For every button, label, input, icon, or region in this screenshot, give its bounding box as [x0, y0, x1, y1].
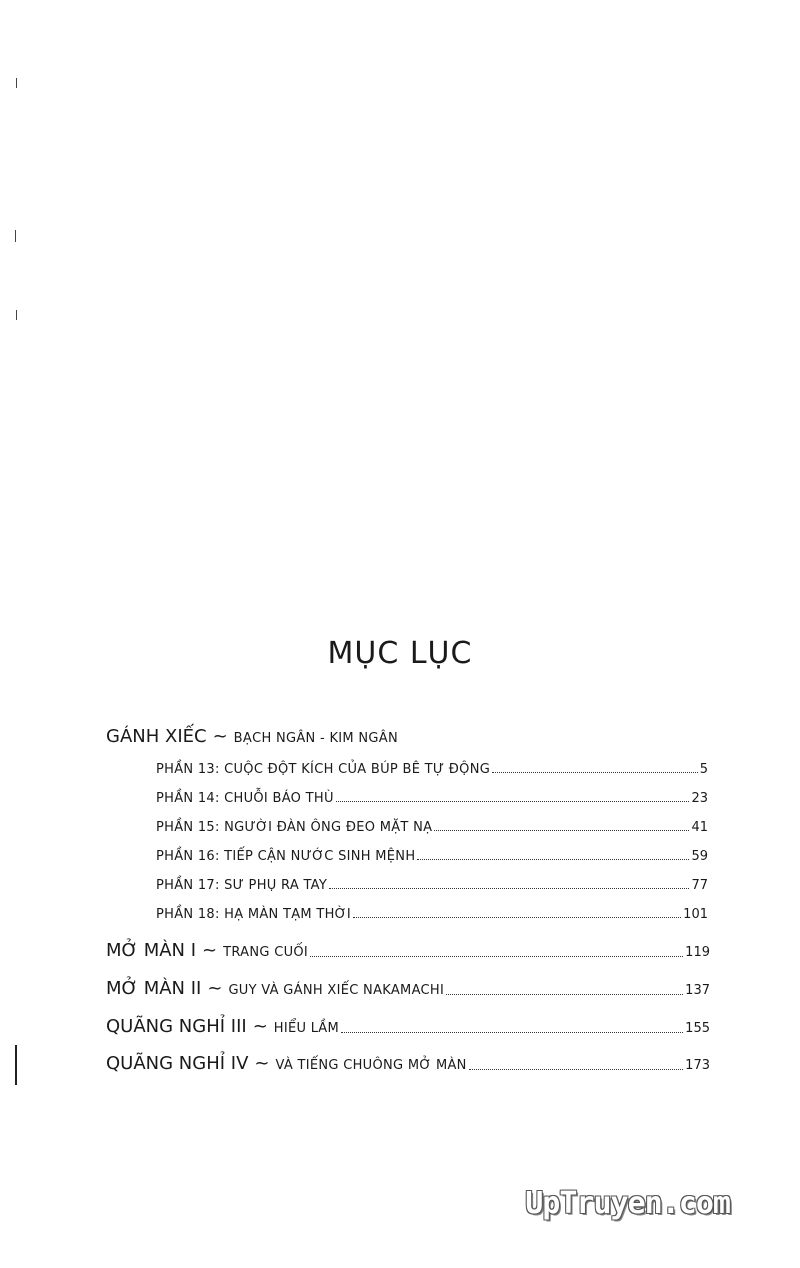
chapter-page-number: 59 — [691, 849, 708, 864]
entry-separator: ~ — [207, 978, 223, 999]
entry-separator: ~ — [202, 940, 218, 961]
chapter-page-number: 5 — [699, 762, 708, 777]
entry-subtitle: VÀ TIẾNG CHUÔNG MỞ MÀN — [275, 1058, 467, 1073]
chapter-label: PHẦN 17: SƯ PHỤ RA TAY — [156, 878, 328, 893]
dot-leader — [341, 1031, 683, 1033]
entry-page-number: 137 — [685, 983, 710, 998]
dot-leader — [353, 916, 681, 918]
chapter-page-number: 77 — [691, 878, 708, 893]
dot-leader — [446, 993, 683, 995]
section-heading-title: GÁNH XIẾC — [106, 726, 207, 747]
toc-entry-row[interactable] — [106, 1053, 710, 1074]
toc-chapter-row[interactable] — [156, 849, 708, 864]
entry-heading: MỞ MÀN II — [106, 978, 202, 999]
chapter-label: PHẦN 18: HẠ MÀN TẠM THỜI — [156, 907, 351, 922]
dot-leader — [469, 1068, 683, 1070]
entry-separator: ~ — [252, 1016, 268, 1037]
toc-entry-row[interactable] — [106, 978, 710, 999]
dot-leader — [492, 771, 698, 773]
toc-chapter-row[interactable] — [156, 907, 708, 922]
toc-chapter-row[interactable] — [156, 762, 708, 777]
chapter-label: PHẦN 16: TIẾP CẬN NƯỚC SINH MỆNH — [156, 849, 416, 864]
chapter-label: PHẦN 14: CHUỖI BÁO THÙ — [156, 791, 334, 806]
chapter-page-number: 101 — [683, 907, 708, 922]
chapter-page-number: 41 — [691, 820, 708, 835]
entry-heading: QUÃNG NGHỈ III — [106, 1016, 247, 1037]
section-heading-subtitle: BẠCH NGÂN - KIM NGÂN — [233, 731, 398, 746]
entry-page-number: 155 — [685, 1021, 710, 1036]
section-heading — [106, 726, 398, 747]
entry-heading: QUÃNG NGHỈ IV — [106, 1053, 249, 1074]
chapter-page-number: 23 — [691, 791, 708, 806]
watermark-text: UpTruyen.com — [525, 1186, 730, 1221]
entry-subtitle: GUY VÀ GÁNH XIẾC NAKAMACHI — [228, 983, 445, 998]
dot-leader — [434, 829, 689, 831]
page-title: MỤC LỤC — [327, 636, 473, 671]
entry-page-number: 173 — [685, 1058, 710, 1073]
entry-heading: MỞ MÀN I — [106, 940, 197, 961]
chapter-label: PHẦN 13: CUỘC ĐỘT KÍCH CỦA BÚP BÊ TỰ ĐỘNG — [156, 762, 491, 777]
chapter-label: PHẦN 15: NGƯỜI ĐÀN ÔNG ĐEO MẶT NẠ — [156, 820, 433, 835]
dot-leader — [329, 887, 689, 889]
entry-page-number: 119 — [685, 945, 710, 960]
dot-leader — [336, 800, 690, 802]
entry-separator: ~ — [254, 1053, 270, 1074]
entry-subtitle: HIỂU LẦM — [273, 1021, 340, 1036]
dot-leader — [310, 955, 683, 957]
entry-subtitle: TRANG CUỐI — [223, 945, 309, 960]
dot-leader — [417, 858, 689, 860]
toc-entry-row[interactable] — [106, 940, 710, 961]
section-heading-separator: ~ — [212, 726, 228, 747]
toc-chapter-row[interactable] — [156, 820, 708, 835]
toc-chapter-row[interactable] — [156, 791, 708, 806]
toc-chapter-row[interactable] — [156, 878, 708, 893]
toc-entry-row[interactable] — [106, 1016, 710, 1037]
